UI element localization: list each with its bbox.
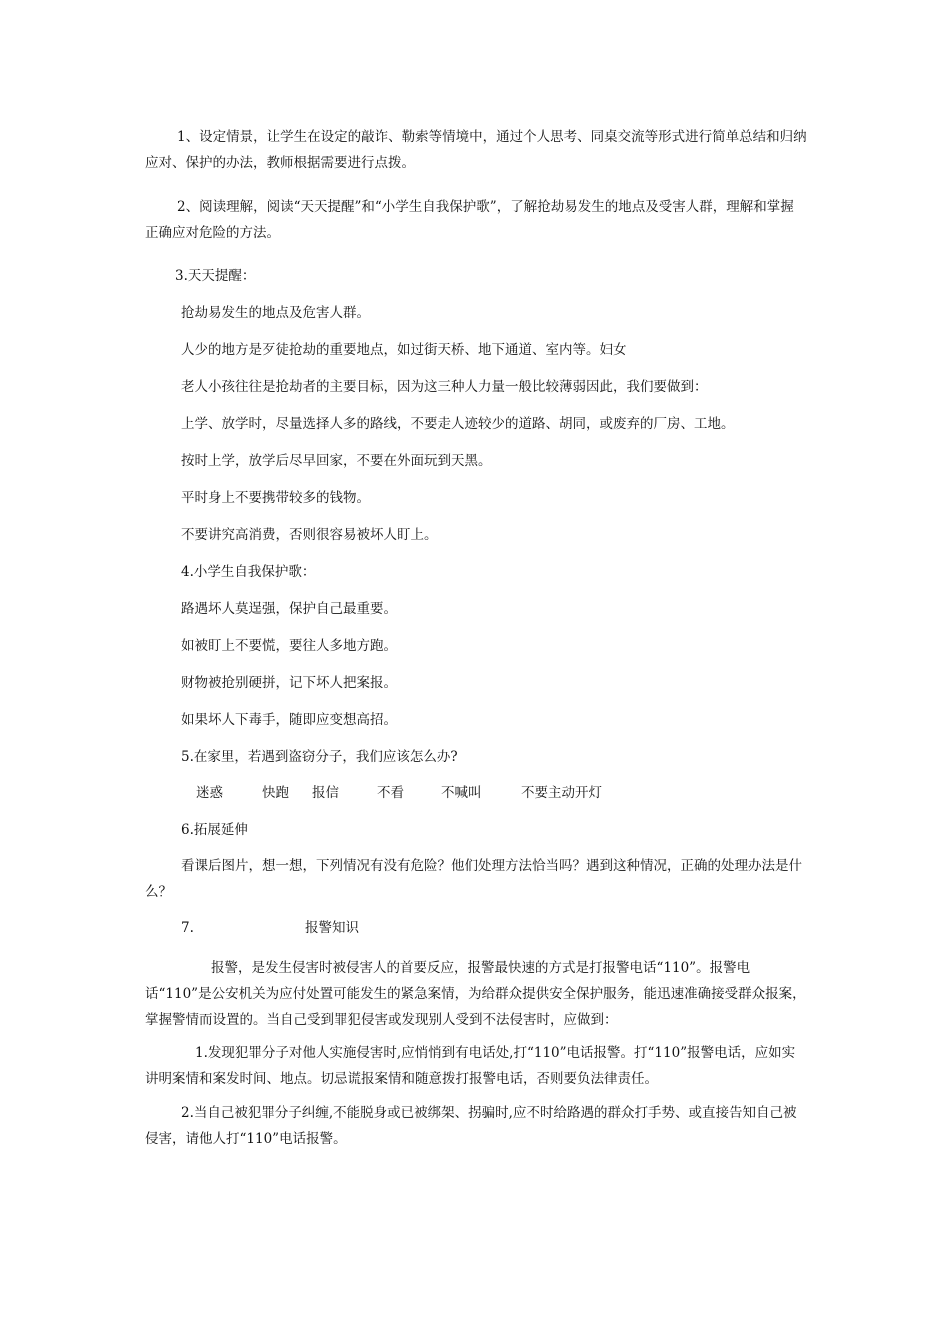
heading-6: 6.拓展延伸 bbox=[181, 822, 248, 838]
paragraph-2: 2、阅读理解，阅读“天天提醒”和“小学生自我保护歌”，了解抢劫易发生的地点及受害人群，理解和掌握正确应对危险的方法。 bbox=[145, 199, 794, 241]
line-6: 平时身上不要携带较多的钱物。 bbox=[181, 490, 370, 506]
paragraph-1: 1、设定情景，让学生在设定的敲诈、勒索等情境中，通过个人思考、同桌交流等形式进行简单总结和归纳应对、保护的办法，教师根据需要进行点拨。 bbox=[145, 129, 807, 171]
heading-3: 3.天天提醒： bbox=[175, 268, 256, 284]
paragraph-8: 1.发现犯罪分子对他人实施侵害时,应悄悄到有电话处,打“110”电话报警。打“110”报警电话，应如实讲明案情和案发时间、地点。切忌谎报案情和随意拨打报警电话，否则要负法律责任。 bbox=[145, 1045, 796, 1087]
heading-7-title: 报警知识 bbox=[305, 920, 359, 936]
line-1: 抢劫易发生的地点及危害人群。 bbox=[181, 305, 370, 321]
option-4: 不看 bbox=[377, 785, 404, 801]
song-line-2: 如被盯上不要慌，要往人多地方跑。 bbox=[181, 638, 397, 654]
option-3: 报信 bbox=[312, 785, 339, 801]
paragraph-7: 报警，是发生侵害时被侵害人的首要反应，报警最快速的方式是打报警电话“110”。报警电话“110”是公安机关为应付处置可能发生的紧急案情，为给群众提供安全保护服务，能迅速准确接受群众报案，掌握警情而设置的。当自己受到罪犯侵害或发现别人受到不法侵害时，应做到： bbox=[145, 960, 806, 1028]
heading-4: 4.小学生自我保护歌： bbox=[181, 564, 316, 580]
paragraph-9: 2.当自己被犯罪分子纠缠,不能脱身或已被绑架、拐骗时,应不时给路遇的群众打手势、或直接告知自己被侵害，请他人打“110”电话报警。 bbox=[145, 1105, 797, 1147]
line-4: 上学、放学时，尽量选择人多的路线，不要走人迹较少的道路、胡同，或废弃的厂房、工地。 bbox=[181, 416, 735, 432]
song-line-3: 财物被抢别硬拼，记下坏人把案报。 bbox=[181, 675, 397, 691]
song-line-1: 路遇坏人莫逞强，保护自己最重要。 bbox=[181, 601, 397, 617]
line-2: 人少的地方是歹徒抢劫的重要地点，如过街天桥、地下通道、室内等。妇女 bbox=[181, 342, 627, 358]
heading-5: 5.在家里，若遇到盗窃分子，我们应该怎么办? bbox=[181, 749, 458, 765]
heading-7-number: 7. bbox=[181, 920, 194, 936]
line-3: 老人小孩往往是抢劫者的主要目标，因为这三种人力量一般比较薄弱因此，我们要做到： bbox=[181, 379, 708, 395]
option-2: 快跑 bbox=[262, 785, 289, 801]
line-5: 按时上学，放学后尽早回家，不要在外面玩到天黑。 bbox=[181, 453, 492, 469]
option-5: 不喊叫 bbox=[441, 785, 482, 801]
option-1: 迷惑 bbox=[196, 785, 223, 801]
paragraph-6: 看课后图片，想一想，下列情况有没有危险？他们处理方法恰当吗？遇到这种情况，正确的处理办法是什么？ bbox=[145, 858, 802, 900]
option-6: 不要主动开灯 bbox=[521, 785, 602, 801]
song-line-4: 如果坏人下毒手，随即应变想高招。 bbox=[181, 712, 397, 728]
line-7: 不要讲究高消费，否则很容易被坏人盯上。 bbox=[181, 527, 438, 543]
